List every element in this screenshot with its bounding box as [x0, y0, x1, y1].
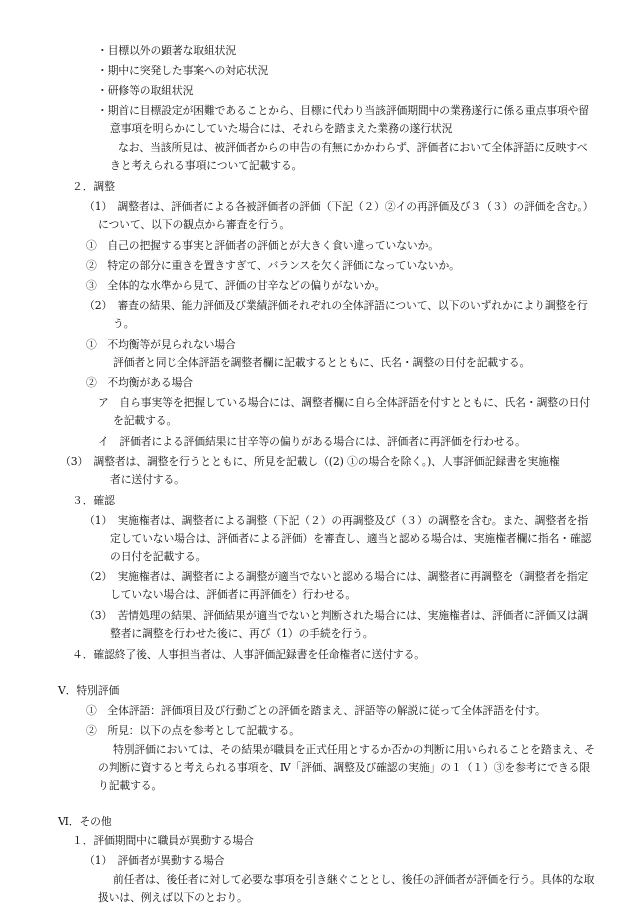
text-line: う。 — [113, 317, 135, 330]
chapter-heading: Ⅵ．その他 — [58, 815, 112, 828]
text-line: を記載する。 — [113, 414, 178, 427]
text-line: 前任者は、後任者に対して必要な事項を引き継ぐこととし、後任の評価者が評価を行う。具体的な取 — [113, 873, 595, 886]
text-line: （3） 苦情処理の結果、評価結果が適当でないと判断された場合には、実施権者は、評価者に評価又は調 — [84, 609, 589, 622]
section-heading: １．評価期間中に職員が異動する場合 — [72, 834, 254, 847]
text-line: の判断に資すると考えられる事項を、Ⅳ「評価、調整及び確認の実施」の１（１）③を参考にできる限 — [98, 761, 591, 774]
text-line: ・研修等の取組状況 — [97, 84, 194, 97]
text-line: ア 自ら事実等を把握している場合には、調整者欄に自ら全体評語を付すとともに、氏名・調整の日付 — [98, 396, 591, 409]
text-line: ② 所見：以下の点を参考として記載する。 — [86, 724, 300, 737]
text-line: ② 不均衡がある場合 — [86, 376, 193, 389]
section-heading: ４．確認終了後、人事担当者は、人事評価記録書を任命権者に送付する。 — [72, 648, 425, 661]
text-line: ・目標以外の顕著な取組状況 — [97, 44, 237, 57]
text-line: （1） 実施権者は、調整者による調整（下記（２）の再調整及び（３）の調整を含む。また、調整者を指 — [84, 514, 589, 527]
text-line: ① 自己の把握する事実と評価者の評価とが大きく食い違っていないか。 — [86, 239, 439, 252]
text-line: 特別評価においては、その結果が職員を正式任用とするか否かの判断に用いられることを踏まえ、そ — [113, 743, 596, 756]
section-heading: ３．確認 — [72, 494, 115, 507]
chapter-heading: Ⅴ．特別評価 — [58, 684, 120, 697]
text-line: （3） 調整者は、調整を行うとともに、所見を記載し（(2) ①の場合を除く。)、人事評価記録書を実施権 — [60, 455, 560, 468]
text-line: （2） 実施権者は、調整者による調整が適当でないと認める場合には、調整者に再調整を（調整者を指定 — [84, 570, 589, 583]
text-line: 者に送付する。 — [110, 473, 185, 486]
text-line: なお、当該所見は、被評価者からの申告の有無にかかわらず、評価者において全体評語に反映すべ — [118, 141, 588, 154]
section-heading: ２．調整 — [72, 180, 115, 193]
text-line: ・期中に突発した事案への対応状況 — [97, 64, 269, 77]
text-line: ・期首に目標設定が困難であることから、目標に代わり当該評価期間中の業務遂行に係る重点事項や留 — [97, 104, 590, 117]
text-line: 意事項を明らかにしていた場合には、それらを踏まえた業務の遂行状況 — [110, 122, 453, 135]
text-line: ③ 全体的な水準から見て、評価の甘辛などの偏りがないか。 — [86, 279, 386, 292]
text-line: ① 全体評語：評価項目及び行動ごとの評価を踏まえ、評語等の解説に従って全体評語を付す。 — [86, 704, 546, 717]
text-line: 定していない場合は、評価者による評価）を審査し、適当と認める場合は、実施権者欄に指名・確認 — [110, 532, 592, 545]
text-line: の日付を記載する。 — [110, 550, 207, 563]
text-line: り記載する。 — [98, 779, 163, 792]
text-line: していない場合は、評価者に再評価を）行わせる。 — [110, 588, 357, 601]
text-line: きと考えられる事項について記載する。 — [110, 159, 303, 172]
text-line: （1） 調整者は、評価者による各被評価者の評価（下記（２）②イの再評価及び３（３）の評価を含む。） — [84, 200, 594, 213]
text-line: イ 評価者による評価結果に甘辛等の偏りがある場合には、評価者に再評価を行わせる。 — [98, 435, 526, 448]
text-line: 扱いは、例えば以下のとおり。 — [98, 891, 248, 904]
text-line: （1） 評価者が異動する場合 — [84, 854, 225, 867]
text-line: ① 不均衡等が見られない場合 — [86, 338, 236, 351]
text-line: について、以下の観点から審査を行う。 — [98, 218, 291, 231]
text-line: ② 特定の部分に重きを置きすぎて、バランスを欠く評価になっていないか。 — [86, 259, 460, 272]
text-line: 評価者と同じ全体評語を調整者欄に記載するとともに、氏名・調整の日付を記載する。 — [113, 356, 531, 369]
text-line: 整者に調整を行わせた後に、再び（1）の手続を行う。 — [110, 627, 374, 640]
text-line: （2） 審査の結果、能力評価及び業績評価それぞれの全体評語について、以下のいずれかにより調整を行 — [84, 299, 588, 312]
